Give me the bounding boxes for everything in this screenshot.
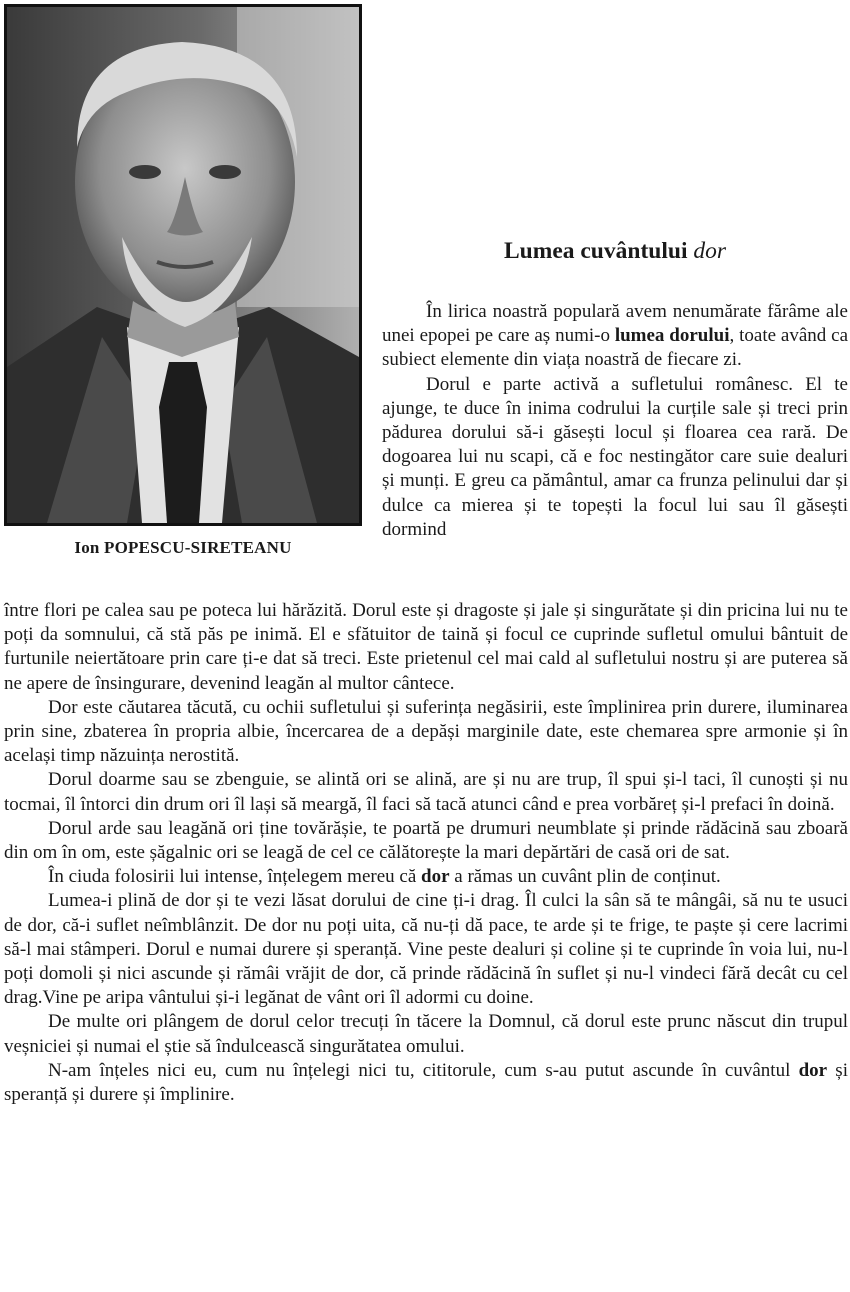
paragraph-1-text: În lirica noastră populară avem nenumărate fărâme ale unei epopei pe care aș numi-o bbox=[382, 301, 848, 347]
paragraph-6-text-end: a rămas un cuvânt plin de conținut. bbox=[449, 866, 721, 888]
portrait-illustration bbox=[7, 7, 359, 523]
paragraph-5: Dorul arde sau leagănă ori ține tovărășie, te poartă pe drumuri neumblate și prinde rădăcină sau zboară din om în om, este șăgalnic ori se leagă de cel ce călătorește la mari depărtări de casă ori de sat. bbox=[4, 817, 848, 864]
portrait-photo bbox=[4, 4, 362, 526]
paragraph-4: Dorul doarme sau se zbenguie, se alintă ori se alină, are și nu are trup, îl spui și-l taci, îl cunoști și nu tocmai, îl întorci din drum ori îl lași să meargă, îl faci să tacă atunci când e prea vorbăreț și-l prefaci în doină. bbox=[4, 769, 848, 815]
paragraph-8: De multe ori plângem de dorul celor trecuți în tăcere la Domnul, că dorul este prunc născut din trupul veșniciei și numai el știe să îndulcească singurătatea omului. bbox=[4, 1011, 848, 1057]
paragraph-2-rest: între flori pe calea sau pe poteca lui hărăzită. Dorul este și dragoste și jale și singurătate și din pricina lui nu te poți da somnului, că stă păs pe inimă. El e sfătuitor de taină și focul ce cuprinde sufletul omului bântuit de furtunile neiertătoare prin care ți-e dat să treci. Este prietenul cel mai cald al sufletului nostru și are puterea să ne apere de însingurare, devenind leagăn al multor cântece. bbox=[4, 600, 848, 694]
article-title bbox=[382, 238, 848, 265]
portrait-block bbox=[4, 4, 362, 558]
paragraph-2-top: Dorul e parte activă a sufletului românesc. El te ajunge, te duce în inima codrului la curțile sale și treci prin pădurea dorului să-i găsești locul și floarea cea rară. De dogoarea lui nu scapi, că e foc nestingător care suie dealuri și munți. E greu ca pământul, amar ca frunza pelinului dar și dulce ca mierea și te topești la focul lui sau îl găsești dormind bbox=[382, 373, 848, 540]
paragraph-1-text-end: , toate având ca subiect elemente din viața noastră de fiecare zi. bbox=[382, 325, 848, 371]
paragraph-1-bold: lumea dorului bbox=[614, 325, 730, 347]
article-body-top bbox=[382, 300, 848, 542]
title-main: Lumea cuvântului bbox=[504, 238, 694, 264]
title-italic: dor bbox=[693, 238, 726, 264]
paragraph-9-text: N-am înțeles nici eu, cum nu înțelegi nici tu, cititorule, cum s-au putut ascunde în cuvântul bbox=[48, 1059, 799, 1081]
paragraph-6-bold: dor bbox=[421, 866, 450, 888]
photo-caption: Ion POPESCU-SIRETEANU bbox=[74, 538, 292, 557]
paragraph-3: Dor este căutarea tăcută, cu ochii sufletului și suferința negăsirii, este împlinirea prin durere, iluminarea prin sine, zbaterea în propria albie, încercarea de a depăși marginile date, este chemarea spre armonie și în același timp năzuința nerostită. bbox=[4, 696, 848, 767]
paragraph-1 bbox=[382, 300, 848, 373]
paragraph-7: Lumea-i plină de dor și te vezi lăsat dorului de cine ți-i drag. Îl culci la sân să te mângâi, să nu te usuci de dor, că-i suflet neîmblânzit. De dor nu poți uita, că nu-ți dă pace, te arde și te frige, te paște și cere lacrimi să-l mai stâmperi. Dorul e numai durere și speranță. Vine peste dealuri și coline și te cuprinde în voia lui, nu-l poți domoli și nici ascunde și rămâi vrăjit de dor, că prinde rădăcină în suflet și nu-l vindeci fără decât cu cel drag.Vine pe aripa vântului și-i legănat de vânt ori îl adormi cu doine. bbox=[4, 890, 848, 1009]
paragraph-6-text: În ciuda folosirii lui intense, înțelegem mereu că bbox=[48, 866, 422, 888]
paragraph-9-bold: dor bbox=[798, 1059, 828, 1081]
paragraph-9-text-end: și speranță și durere și împlinire. bbox=[4, 1059, 848, 1106]
paragraph-9 bbox=[4, 1059, 848, 1107]
paragraph-6 bbox=[4, 865, 848, 889]
article-body bbox=[4, 599, 848, 1107]
